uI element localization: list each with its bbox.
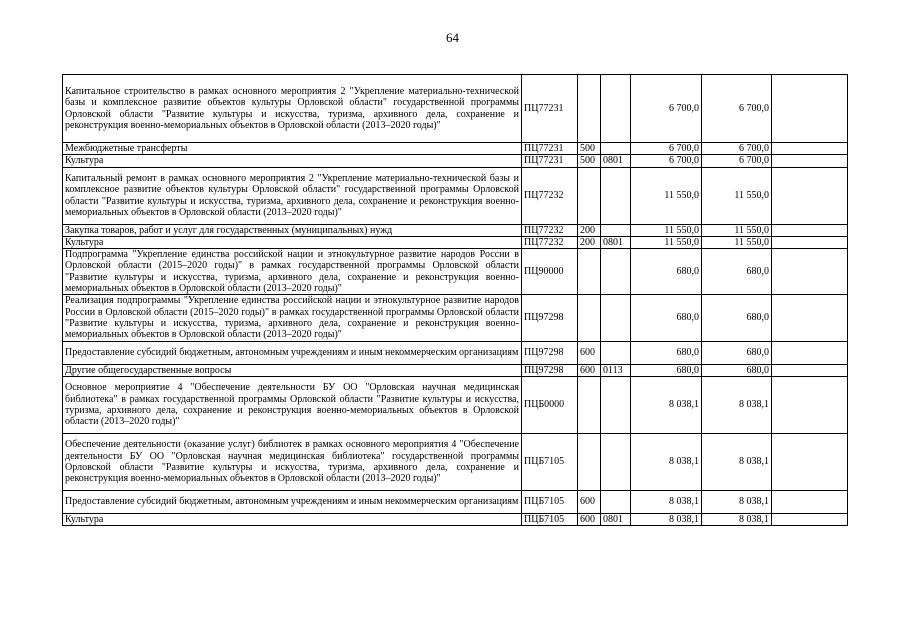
row-name: Обеспечение деятельности (оказание услуг) библиотек в рамках основного мероприятия 4 "Обеспечение деятельности БУ ОО "Орловская научная медицинская библиотека" государственной программы Орловской области "Развитие культуры и искусства, туризма, архивного дела, сохранение и реконструкция военно-мемориальных объектов в Орловской области (2013–2020 годы)" [63,433,522,490]
row-sum-1: 8 038,1 [631,513,702,525]
row-extra [772,364,848,376]
row-extra [772,295,848,341]
table-row [63,341,848,364]
row-expense-type [578,433,601,490]
row-expense-type: 200 [578,224,601,236]
row-sum-2: 8 038,1 [702,376,772,433]
row-name: Подпрограмма "Укрепление единства российской нации и этнокультурное развитие народов России в Орловской области (2015–2020 годы)" в рамках государственной программы Орловской области "Развитие культуры и искусства, туризма, архивного дела, сохранение и реконструкция военно-мемориальных объектов в Орловской области (2013–2020 годы)" [63,249,522,295]
row-sum-1: 8 038,1 [631,433,702,490]
row-sum-2: 11 550,0 [702,236,772,248]
row-name: Культура [63,513,522,525]
row-extra [772,236,848,248]
row-sum-1: 11 550,0 [631,167,702,224]
row-code: ПЦ90000 [522,249,578,295]
row-section-code: 0801 [601,236,631,248]
row-sum-2: 8 038,1 [702,433,772,490]
row-sum-1: 680,0 [631,249,702,295]
row-expense-type: 600 [578,490,601,513]
row-name: Предоставление субсидий бюджетным, автономным учреждениям и иным некоммерческим организациям [63,490,522,513]
table-row [63,167,848,224]
row-code: ПЦ77232 [522,224,578,236]
row-name: Реализация подпрограммы "Укрепление единства российской нации и этнокультурное развитие народов России в Орловской области (2015–2020 годы)" в рамках государственной программы Орловской области "Развитие культуры и искусства, туризма, архивного дела, сохранение и реконструкция военно-мемориальных объектов в Орловской области (2013–2020 годы)" [63,295,522,341]
row-extra [772,249,848,295]
row-section-code [601,75,631,143]
table-row [63,224,848,236]
row-name: Межбюджетные трансферты [63,143,522,155]
row-name: Предоставление субсидий бюджетным, автономным учреждениям и иным некоммерческим организациям [63,341,522,364]
row-sum-1: 8 038,1 [631,490,702,513]
row-code: ПЦ97298 [522,341,578,364]
row-code: ПЦБ7105 [522,513,578,525]
table-row [63,295,848,341]
row-section-code [601,249,631,295]
page-number: 64 [446,30,459,45]
table-row [63,376,848,433]
row-expense-type [578,75,601,143]
row-expense-type [578,295,601,341]
row-section-code [601,167,631,224]
row-sum-2: 6 700,0 [702,155,772,167]
row-sum-2: 8 038,1 [702,490,772,513]
row-extra [772,75,848,143]
row-code: ПЦБ0000 [522,376,578,433]
row-sum-1: 680,0 [631,295,702,341]
budget-table [62,74,848,526]
row-extra [772,376,848,433]
row-sum-1: 6 700,0 [631,143,702,155]
row-extra [772,341,848,364]
row-section-code [601,490,631,513]
row-name: Закупка товаров, работ и услуг для государственных (муниципальных) нужд [63,224,522,236]
row-code: ПЦ97298 [522,295,578,341]
row-code: ПЦ77231 [522,75,578,143]
row-extra [772,143,848,155]
row-sum-1: 8 038,1 [631,376,702,433]
table-row [63,433,848,490]
row-name: Другие общегосударственные вопросы [63,364,522,376]
row-sum-1: 11 550,0 [631,224,702,236]
row-section-code [601,143,631,155]
row-section-code: 0801 [601,513,631,525]
table-row [63,513,848,525]
row-section-code [601,376,631,433]
row-expense-type: 600 [578,364,601,376]
row-sum-1: 6 700,0 [631,155,702,167]
row-extra [772,167,848,224]
row-expense-type: 200 [578,236,601,248]
row-sum-2: 680,0 [702,249,772,295]
row-name: Культура [63,236,522,248]
row-code: ПЦБ7105 [522,433,578,490]
row-code: ПЦ77232 [522,167,578,224]
row-section-code [601,341,631,364]
row-sum-1: 680,0 [631,364,702,376]
row-sum-2: 11 550,0 [702,224,772,236]
row-expense-type: 600 [578,341,601,364]
table-row [63,364,848,376]
row-name: Капитальный ремонт в рамках основного мероприятия 2 "Укрепление материально-технической базы и комплексное развитие объектов культуры Орловской области" государственной программы Орловской области "Развитие культуры и искусства, туризма, архивного дела, сохранение и реконструкция военно-мемориальных объектов в Орловской области (2013–2020 годы)" [63,167,522,224]
table-row [63,236,848,248]
row-expense-type [578,376,601,433]
row-name: Основное мероприятие 4 "Обеспечение деятельности БУ ОО "Орловская научная медицинская библиотека" в рамках государственной программы Орловской области "Развитие культуры и искусства, туризма, архивного дела, сохранение и реконструкция военно-мемориальных объектов в Орловской области (2013–2020 годы)" [63,376,522,433]
table-row [63,75,848,143]
table-row [63,490,848,513]
table-row [63,249,848,295]
row-extra [772,433,848,490]
row-extra [772,490,848,513]
row-sum-1: 11 550,0 [631,236,702,248]
row-sum-2: 680,0 [702,341,772,364]
row-expense-type: 500 [578,143,601,155]
table-body [63,75,848,526]
table-row [63,143,848,155]
row-section-code [601,224,631,236]
row-sum-1: 680,0 [631,341,702,364]
table-row [63,155,848,167]
row-sum-1: 6 700,0 [631,75,702,143]
row-code: ПЦ77231 [522,143,578,155]
row-code: ПЦ77231 [522,155,578,167]
row-section-code: 0113 [601,364,631,376]
row-sum-2: 8 038,1 [702,513,772,525]
row-section-code [601,295,631,341]
row-sum-2: 680,0 [702,295,772,341]
row-section-code: 0801 [601,155,631,167]
row-sum-2: 11 550,0 [702,167,772,224]
row-sum-2: 680,0 [702,364,772,376]
row-section-code [601,433,631,490]
row-sum-2: 6 700,0 [702,75,772,143]
row-extra [772,155,848,167]
row-expense-type [578,249,601,295]
row-code: ПЦ77232 [522,236,578,248]
row-code: ПЦБ7105 [522,490,578,513]
row-sum-2: 6 700,0 [702,143,772,155]
row-name: Капитальное строительство в рамках основного мероприятия 2 "Укрепление материально-технической базы и комплексное развитие объектов культуры Орловской области" государственной программы Орловской области "Развитие культуры и искусства, туризма, архивного дела, сохранение и реконструкция военно-мемориальных объектов в Орловской области (2013–2020 годы)" [63,75,522,143]
row-name: Культура [63,155,522,167]
row-expense-type: 500 [578,155,601,167]
row-expense-type: 600 [578,513,601,525]
row-extra [772,513,848,525]
row-expense-type [578,167,601,224]
row-extra [772,224,848,236]
row-code: ПЦ97298 [522,364,578,376]
